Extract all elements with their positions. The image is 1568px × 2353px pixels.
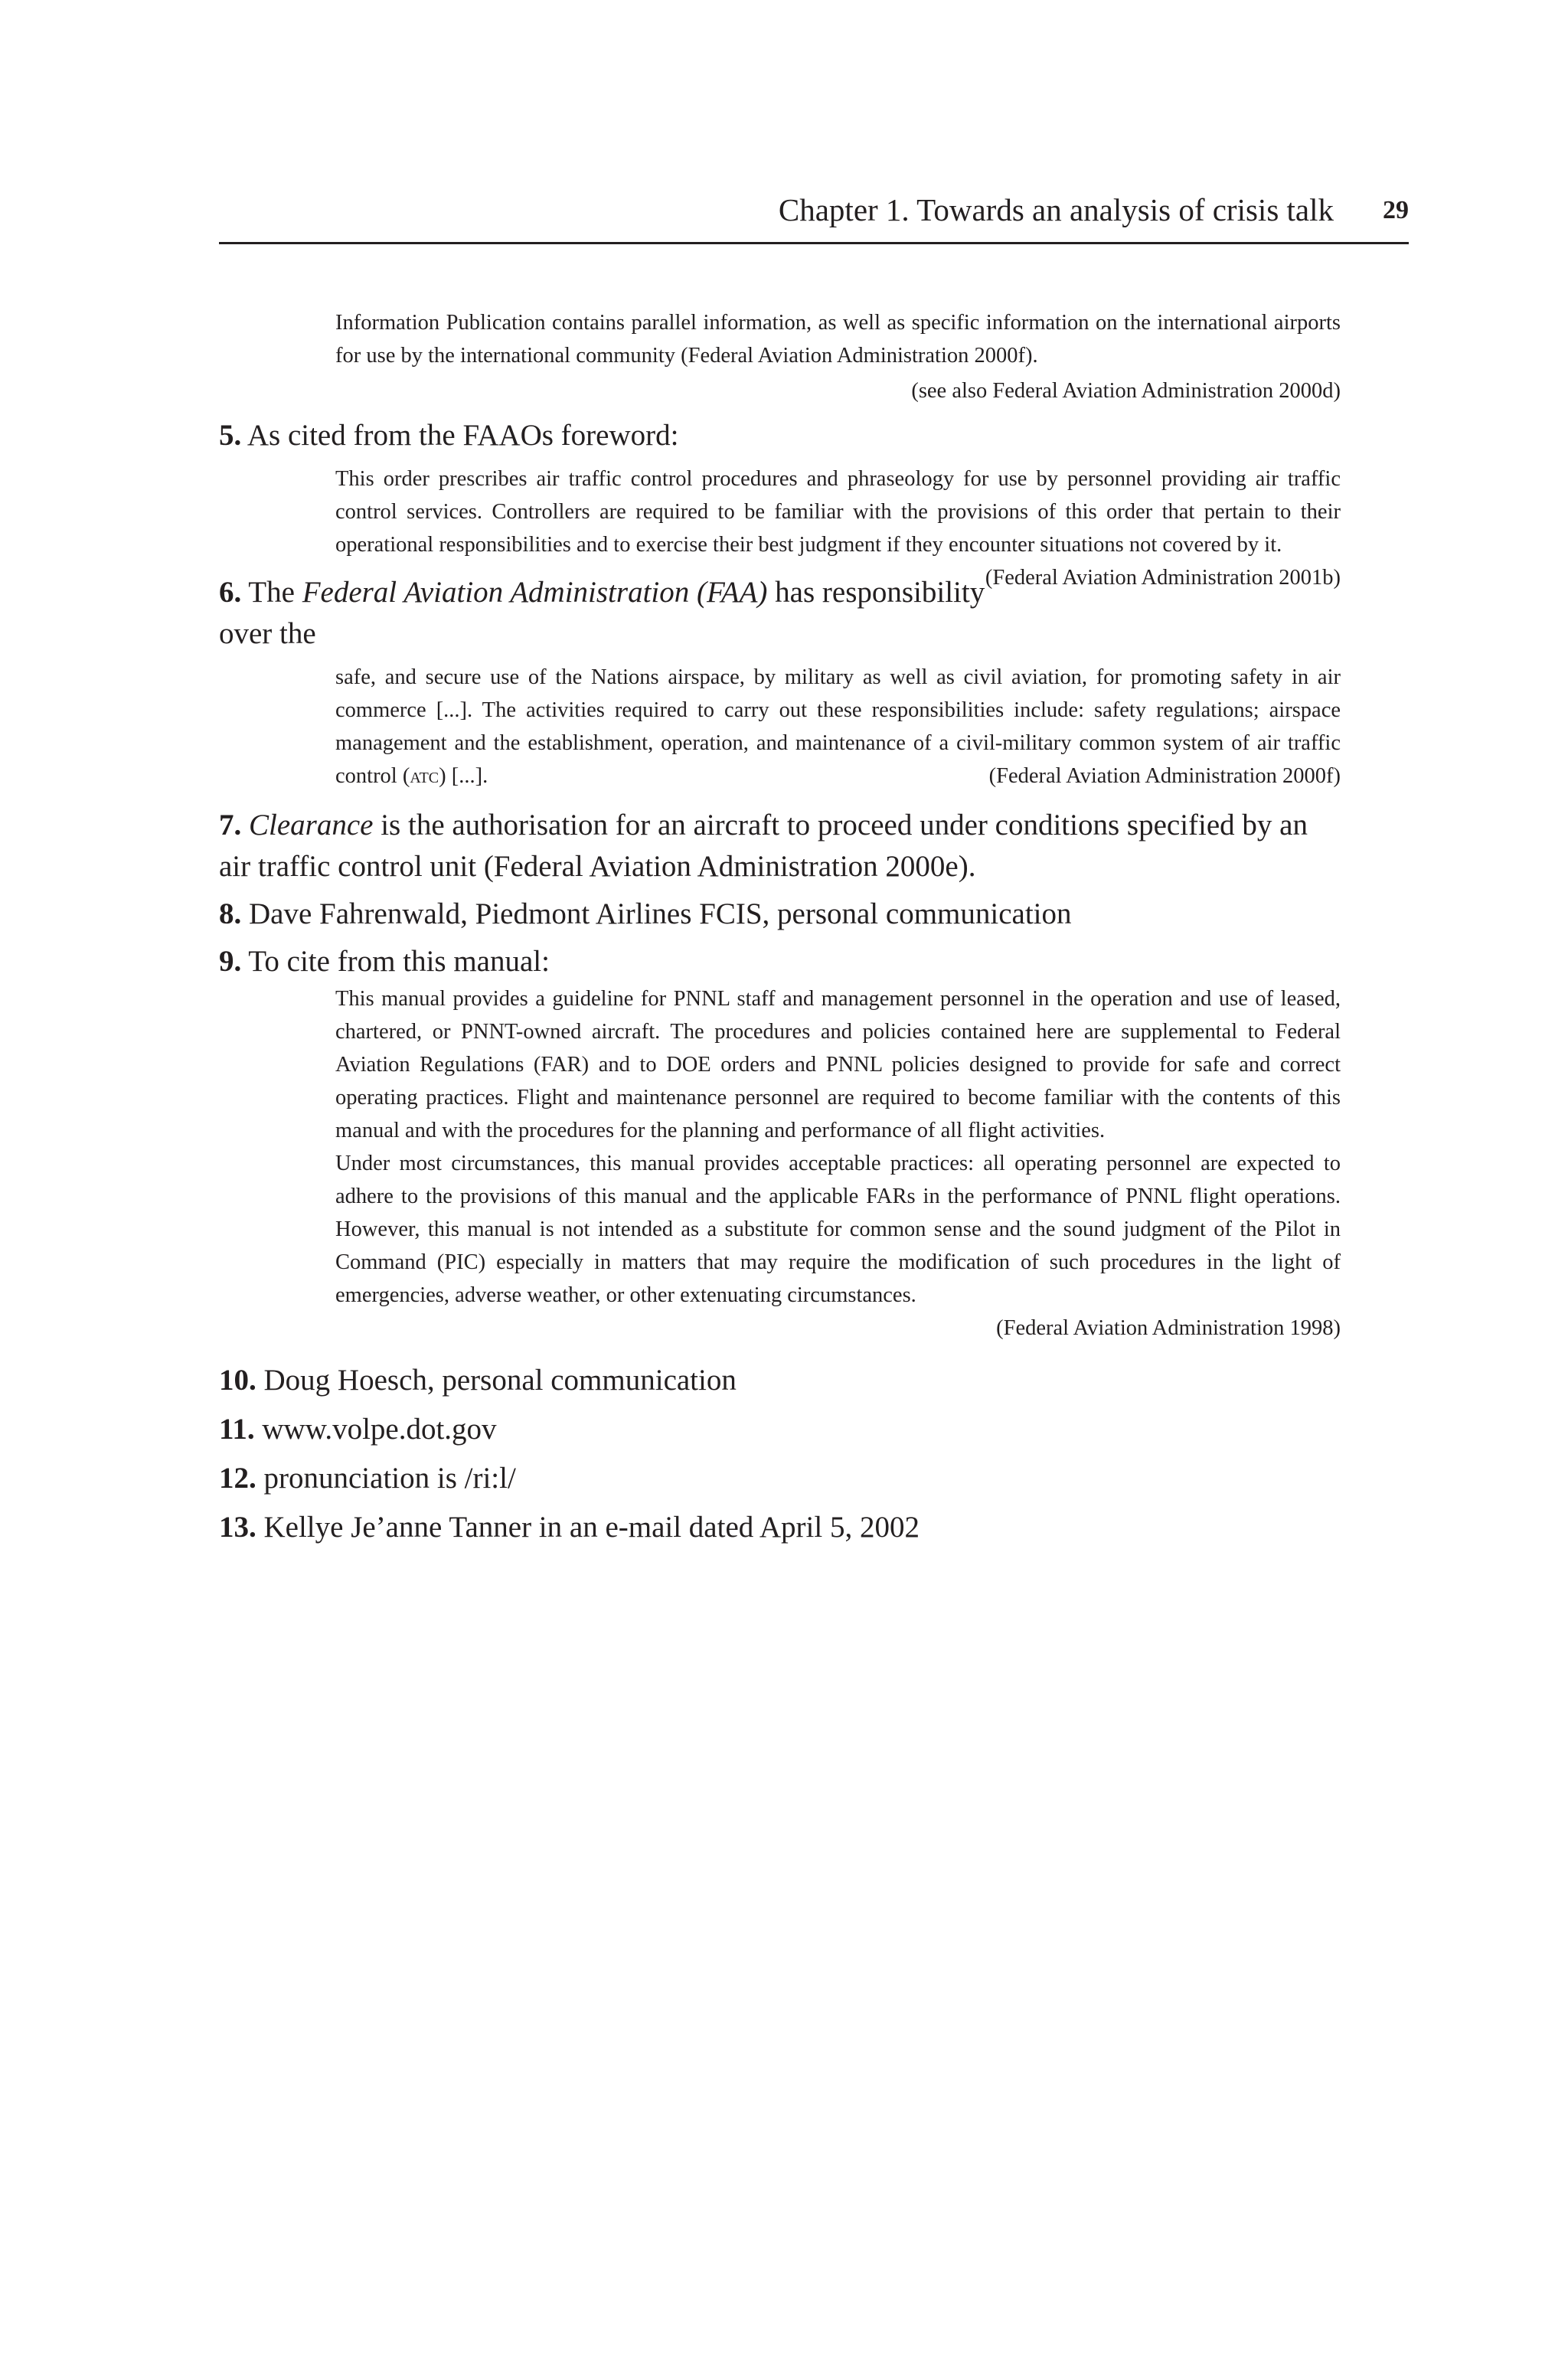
quote-paragraph: This manual provides a guideline for PNNL staff and management personnel in the operation and use of leased, chartered, or PNNT-owned aircraft. The procedures and policies contained here are supplemental to Federal Aviation Regulations (FAR) and to DOE orders and PNNL policies designed to provide for safe and correct operating practices. Flight and maintenance personnel are required to become familiar with the contents of this manual and with the procedures for the planning and performance of all flight activities. xyxy=(335,987,1341,1142)
endnote-8 xyxy=(219,894,1341,935)
endnote-12 xyxy=(219,1458,1341,1499)
quote-paragraph: Under most circumstances, this manual provides acceptable practices: all operating personnel are expected to adhere to the provisions of this manual and the applicable FARs in the performance of PNNL flight operations. However, this manual is not intended as a substitute for common sense and the sound judgment of the Pilot in Command (PIC) especially in matters that may require the modification of such procedures in the light of emergencies, adverse weather, or other extenuating circumstances. xyxy=(335,1152,1341,1307)
note-number: 10. xyxy=(219,1364,256,1397)
quote-text: safe, and secure use of the Nations airspace, by military as well as civil aviation, for promoting safety in air commerce [...]. The activities required to carry out these responsibilities include: safety regulations; airspace management and the establishment, operation, and maintenance of a civil-military common system of air traffic control ( xyxy=(335,665,1341,788)
quote-abbreviation: atc xyxy=(410,764,439,788)
quote-text: Information Publication contains parallel information, as well as specific information on the international airports for use by the international community (Federal Aviation Administration 2000f). xyxy=(335,311,1341,368)
endnote-10 xyxy=(219,1360,1341,1401)
note-text: As cited from the FAAOs foreword: xyxy=(247,419,679,452)
note-number: 8. xyxy=(219,897,242,930)
endnotes xyxy=(219,306,1341,1556)
note-text-italic: Federal Aviation Administration (FAA) xyxy=(302,576,768,609)
quote-text-end: ) [...]. xyxy=(439,764,488,788)
note-number: 7. xyxy=(219,809,242,842)
note-text: is the authorisation for an aircraft to proceed under conditions specified by an air traffic control unit (Federal Aviation Administration 2000e). xyxy=(219,809,1308,883)
note-6-quote xyxy=(335,661,1341,793)
quote-source: (Federal Aviation Administration 1998) xyxy=(996,1316,1341,1340)
note-text: Dave Fahrenwald, Piedmont Airlines FCIS, personal communication xyxy=(249,897,1072,930)
endnote-13 xyxy=(219,1507,1341,1548)
note-number: 9. xyxy=(219,945,242,978)
note-5-quote xyxy=(335,462,1341,590)
endnote-7 xyxy=(219,805,1341,887)
continued-quote xyxy=(335,306,1341,372)
running-head: Chapter 1. Towards an analysis of crisis talk xyxy=(778,192,1334,227)
note-9-quote xyxy=(335,982,1341,1312)
note-number: 12. xyxy=(219,1462,256,1495)
quote-source: (see also Federal Aviation Administration 2000d) xyxy=(911,379,1341,403)
quote-source: (Federal Aviation Administration 2000f) xyxy=(988,764,1341,788)
endnote-11 xyxy=(219,1409,1341,1450)
quote-source: (Federal Aviation Administration 2001b) xyxy=(985,566,1341,590)
note-text: www.volpe.dot.gov xyxy=(262,1413,497,1446)
endnote-5 xyxy=(219,415,1341,456)
note-number: 5. xyxy=(219,419,242,452)
note-text: Doug Hoesch, personal communication xyxy=(263,1364,737,1397)
note-number: 13. xyxy=(219,1511,256,1544)
endnote-9 xyxy=(219,941,1341,982)
note-text-italic: Clearance xyxy=(249,809,374,842)
note-text-post: has responsibility over the xyxy=(219,576,985,650)
note-text: Kellye Je’anne Tanner in an e-mail dated April 5, 2002 xyxy=(263,1511,920,1544)
note-text: To cite from this manual: xyxy=(248,945,550,978)
note-text-pre: The xyxy=(248,576,302,609)
page-number: 29 xyxy=(1383,196,1409,224)
quote-text: This order prescribes air traffic control procedures and phraseology for use by personnel providing air traffic control services. Controllers are required to be familiar with the provisions of this order that pertain to their operational responsibilities and to exercise their best judgment if they encounter situations not covered by it. xyxy=(335,467,1341,557)
note-text: pronunciation is /ri:l/ xyxy=(263,1462,516,1495)
note-number: 6. xyxy=(219,576,242,609)
note-number: 11. xyxy=(219,1413,255,1446)
page-header xyxy=(219,188,1409,244)
